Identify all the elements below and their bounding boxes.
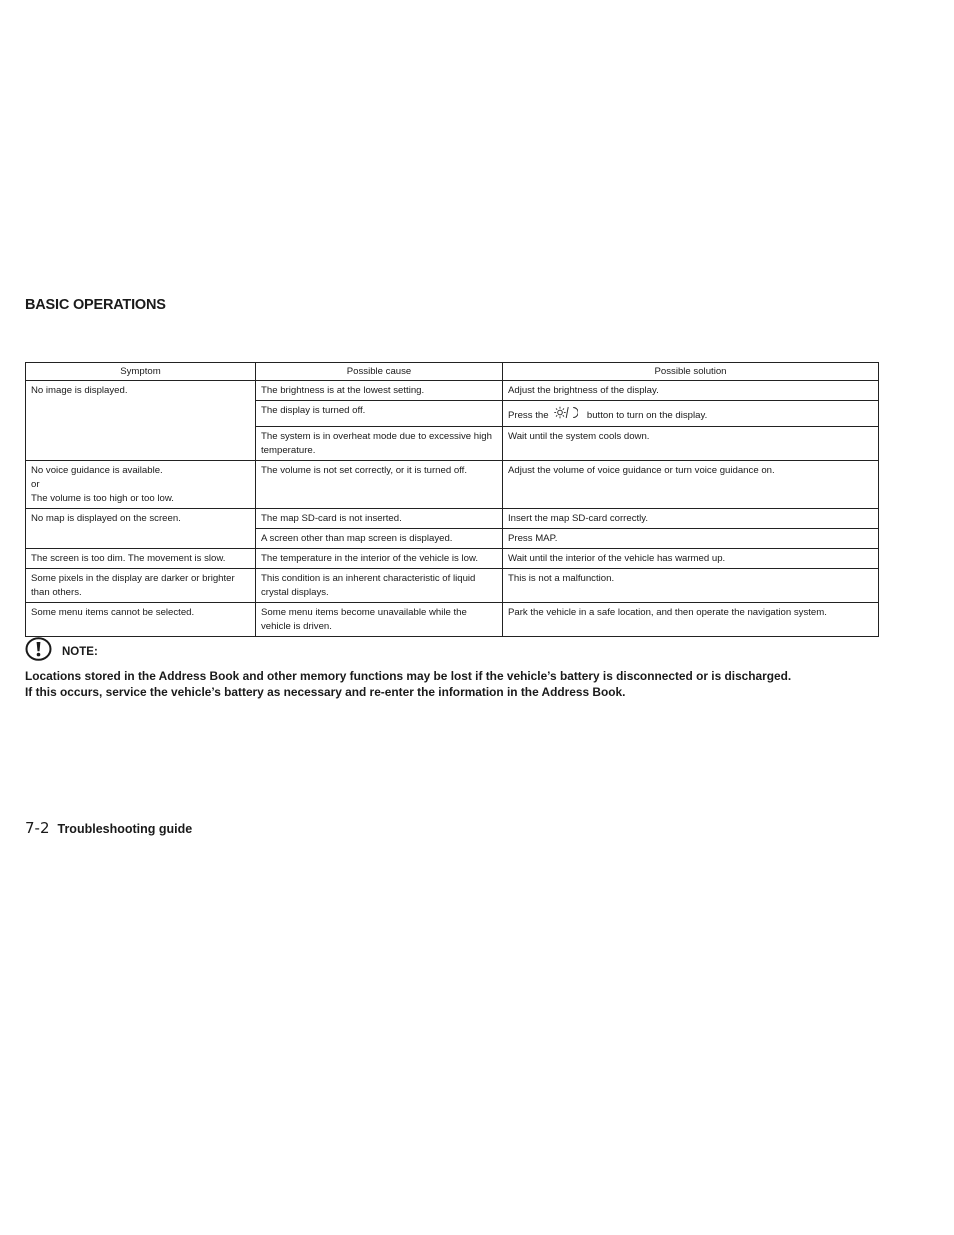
solution-cell: Park the vehicle in a safe location, and then operate the navigation system. [503, 603, 879, 637]
symptom-cell: Some menu items cannot be selected. [26, 603, 256, 637]
solution-cell: This is not a malfunction. [503, 569, 879, 603]
cause-cell: The system is in overheat mode due to excessive high temperature. [256, 427, 503, 461]
chapter-title: Troubleshooting guide [57, 822, 193, 836]
cause-cell: A screen other than map screen is displayed. [256, 529, 503, 549]
table-row [26, 381, 879, 401]
column-header-cause: Possible cause [256, 363, 503, 381]
section-title: BASIC OPERATIONS [25, 297, 166, 313]
solution-cell: Adjust the volume of voice guidance or turn voice guidance on. [503, 461, 879, 509]
solution-cell [503, 401, 879, 427]
table-row [26, 461, 879, 509]
table-row [26, 569, 879, 603]
cause-cell: The display is turned off. [256, 401, 503, 427]
note-label: NOTE: [62, 645, 98, 658]
solution-cell: Wait until the interior of the vehicle has warmed up. [503, 549, 879, 569]
solution-cell: Press MAP. [503, 529, 879, 549]
solution-cell: Adjust the brightness of the display. [503, 381, 879, 401]
symptom-cell: Some pixels in the display are darker or brighter than others. [26, 569, 256, 603]
symptom-cell: No image is displayed. [26, 381, 256, 461]
cause-cell: The map SD-card is not inserted. [256, 509, 503, 529]
column-header-symptom: Symptom [26, 363, 256, 381]
table-row [26, 549, 879, 569]
symptom-cell: No map is displayed on the screen. [26, 509, 256, 549]
troubleshooting-table [25, 362, 879, 637]
page-number: 7-2 [25, 819, 50, 837]
cause-cell: The brightness is at the lowest setting. [256, 381, 503, 401]
page-footer [25, 819, 192, 837]
cause-cell: The temperature in the interior of the vehicle is low. [256, 549, 503, 569]
column-header-solution: Possible solution [503, 363, 879, 381]
warning-icon [25, 637, 52, 666]
table-row [26, 509, 879, 529]
note-header [25, 637, 925, 666]
symptom-cell: No voice guidance is available. or The volume is too high or too low. [26, 461, 256, 509]
solution-cell: Wait until the system cools down. [503, 427, 879, 461]
note-text: Locations stored in the Address Book and other memory functions may be lost if the vehicle’s battery is disconnected or is discharged. If this occurs, service the vehicle’s battery as necessary and re-enter the information in the Address Book. [25, 669, 792, 699]
solution-cell: Insert the map SD-card correctly. [503, 509, 879, 529]
solution-prefix: Press the [508, 410, 549, 421]
cause-cell: The volume is not set correctly, or it is turned off. [256, 461, 503, 509]
symptom-cell: The screen is too dim. The movement is slow. [26, 549, 256, 569]
sun-moon-icon [554, 406, 578, 424]
cause-cell: Some menu items become unavailable while the vehicle is driven. [256, 603, 503, 637]
cause-cell: This condition is an inherent characteristic of liquid crystal displays. [256, 569, 503, 603]
solution-suffix: button to turn on the display. [586, 410, 708, 421]
note-block [25, 637, 925, 700]
table-row [26, 603, 879, 637]
table-header-row [26, 363, 879, 381]
